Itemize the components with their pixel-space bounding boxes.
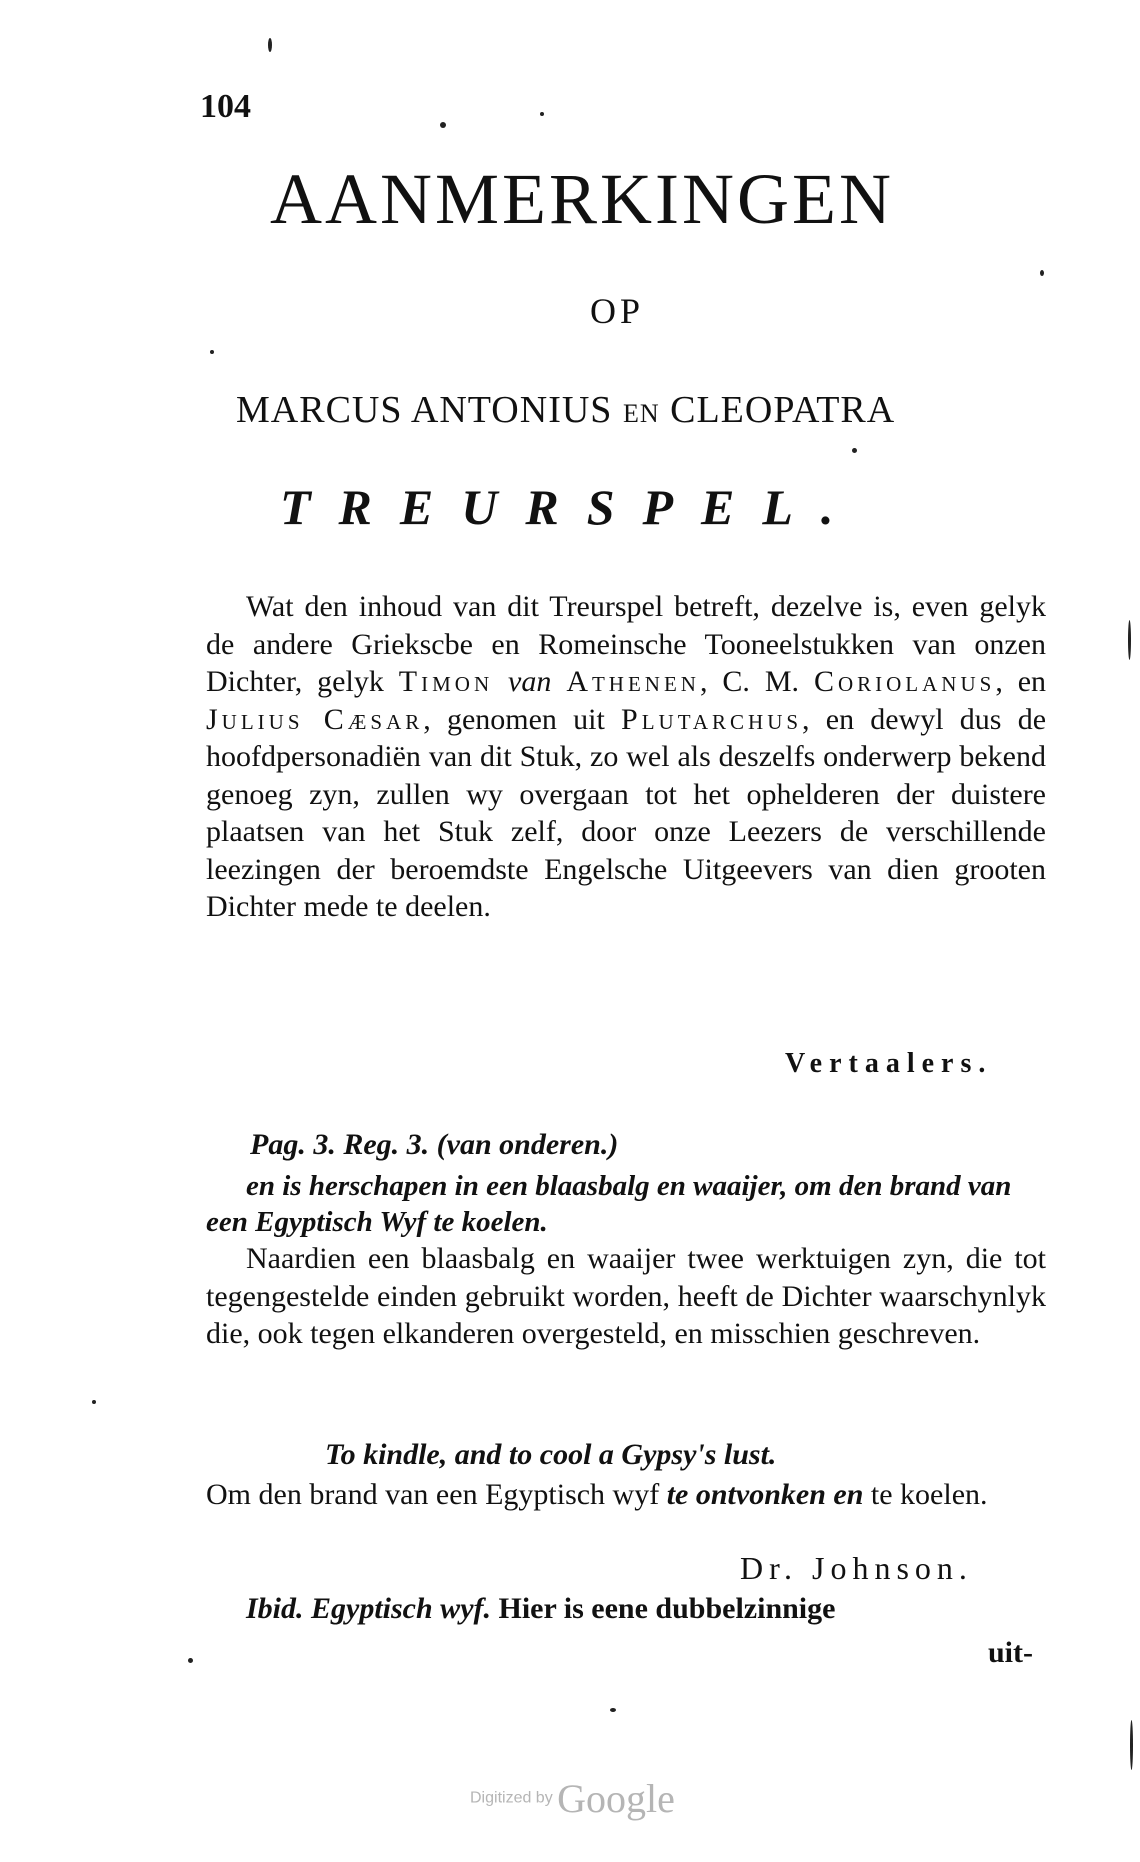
- translation-text-1: Om den brand van een Egyptisch wyf: [206, 1478, 660, 1511]
- name-athenen: Athenen: [566, 665, 700, 698]
- scan-speck: [268, 38, 272, 52]
- scan-speck: [1128, 620, 1131, 660]
- scan-speck: [210, 350, 214, 354]
- name-julius-caesar: Julius Cæsar: [206, 702, 424, 736]
- genre-heading: TREURSPEL.: [280, 479, 862, 535]
- note1-reference: Pag. 3. Reg. 3. (van onderen.): [250, 1128, 619, 1161]
- intro-text-5: , en dewyl dus de hoofdpersonadiën van dit Stuk, zo wel als deszelfs onderwerp bekend genoeg zyn, zullen wy overgaan tot het ophelderen der duistere plaatsen van het Stuk zelf, door onze Leezers de verschillende leezingen der beroemdste Engelsche Uitgeevers van dien grooten Dichter mede te deelen.: [206, 702, 1047, 923]
- name-timon: Timon: [398, 665, 494, 698]
- page-number: 104: [200, 88, 251, 125]
- translation-text-2: te koelen.: [870, 1478, 988, 1511]
- google-logo-text: Google: [557, 1776, 675, 1821]
- translator-signature: Vertaalers.: [785, 1048, 993, 1079]
- scan-speck: [852, 448, 857, 453]
- note1-body-text: Naardien een blaasbalg en waaijer twee werktuigen zyn, die tot tegengestelde einden gebruikt worden, heeft de Dichter waarschynlyk die, ook tegen elkanderen overgesteld, en misschien geschreven.: [206, 1242, 1046, 1350]
- digitized-watermark: [470, 1775, 675, 1822]
- play-title: [236, 388, 895, 432]
- page-title: AANMERKINGEN: [270, 159, 894, 239]
- note1-body: [206, 1240, 1046, 1353]
- word-van: van: [508, 665, 552, 698]
- scan-speck: [540, 112, 544, 116]
- note2-reference: Ibid. Egyptisch wyf.: [246, 1592, 491, 1625]
- intro-paragraph: [206, 588, 1046, 926]
- intro-text-4: , genomen uit: [423, 702, 605, 736]
- intro-text-2: , C. M.: [699, 665, 800, 698]
- name-coriolanus: Coriolanus: [813, 665, 996, 698]
- play-title-part2: CLEOPATRA: [670, 389, 896, 431]
- note2-paragraph: [206, 1590, 1046, 1628]
- scan-speck: [92, 1400, 96, 1404]
- johnson-signature: Dr. Johnson.: [740, 1550, 973, 1586]
- translation-italic: te ontvonken en: [666, 1478, 864, 1511]
- subtitle-op: OP: [590, 291, 645, 331]
- scan-speck: [188, 1658, 193, 1663]
- verse-translation: [206, 1476, 1046, 1514]
- scan-speck: [440, 122, 446, 128]
- play-title-en: EN: [622, 399, 660, 428]
- note1-quote: en is herschapen in een blaasbalg en waaijer, om den brand van een Egyptisch Wyf te koelen.: [206, 1170, 1012, 1238]
- digitized-label: Digitized by: [470, 1789, 553, 1807]
- intro-text-3: , en: [995, 665, 1047, 698]
- play-title-part1: MARCUS ANTONIUS: [236, 389, 613, 431]
- scan-speck: [610, 1708, 616, 1712]
- scan-speck: [1040, 270, 1044, 276]
- scan-speck: [1130, 1720, 1133, 1770]
- catchword: uit-: [988, 1636, 1033, 1669]
- note2-text: Hier is eene dubbelzinnige: [498, 1592, 836, 1625]
- english-verse: To kindle, and to cool a Gypsy's lust.: [325, 1438, 777, 1471]
- name-plutarchus: Plutarchus: [621, 702, 803, 736]
- intro-text-1: Wat den inhoud van dit Treurspel betreft, dezelve is, even gelyk de andere Griekscbe en Romeinsche Tooneelstukken van onzen Dichter, gelyk: [206, 590, 1046, 698]
